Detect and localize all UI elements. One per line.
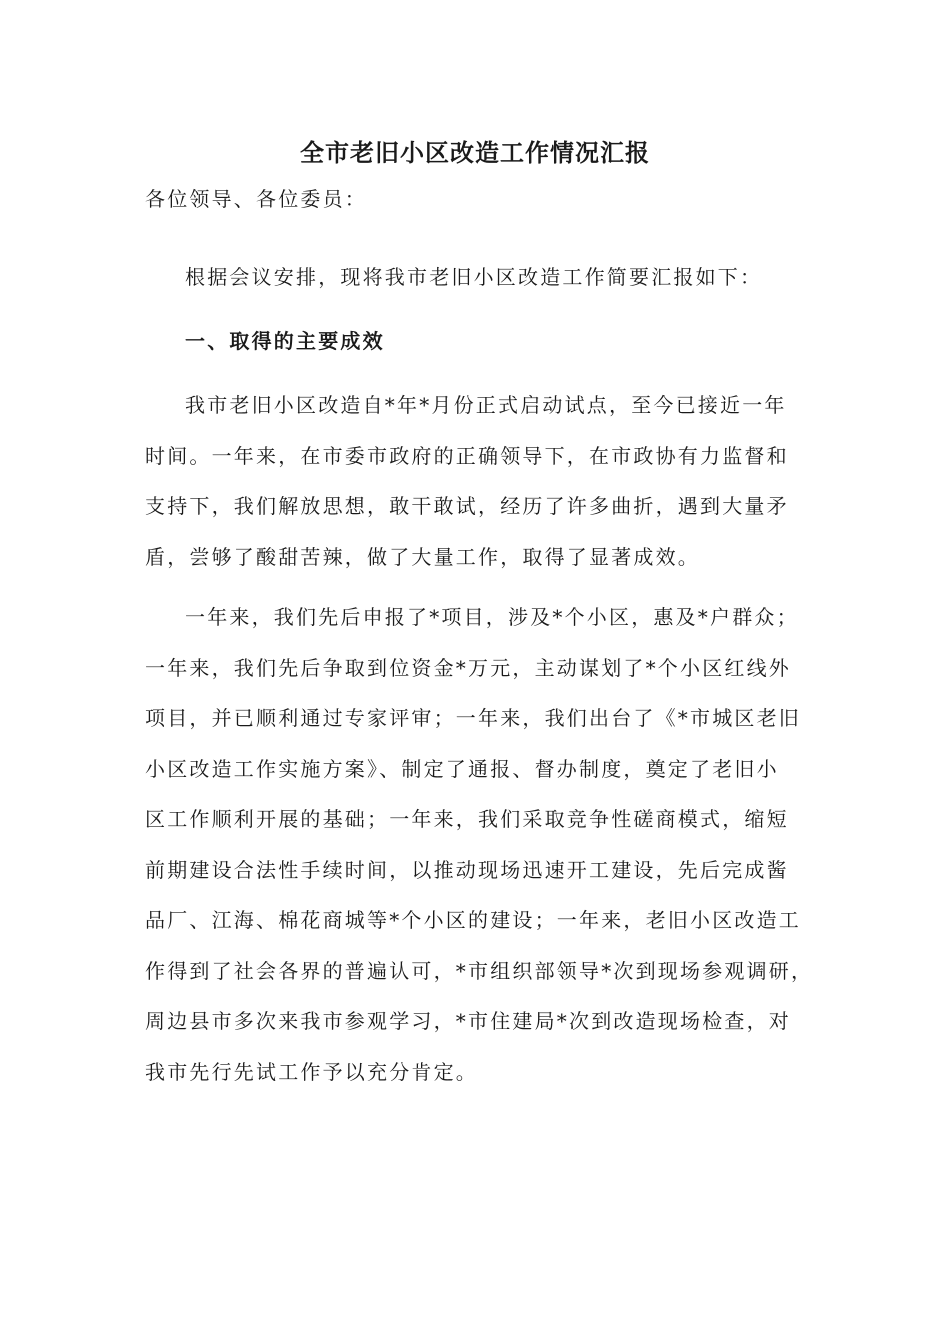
paragraph-achievements-detail [145,592,825,1097]
paragraph-achievements-overview [145,380,825,582]
paragraph-line: 我市先行先试工作予以充分肯定。 [145,1059,478,1084]
paragraph-line: 前期建设合法性手续时间，以推动现场迅速开工建设，先后完成酱 [145,857,789,882]
section-heading: 一、取得的主要成效 [185,329,385,353]
paragraph-line: 品厂、江海、棉花商城等*个小区的建设；一年来，老旧小区改造工 [145,908,801,932]
paragraph-line: 盾，尝够了酸甜苦辣，做了大量工作，取得了显著成效。 [145,544,700,569]
paragraph-line: 一年来，我们先后申报了*项目，涉及*个小区，惠及*户群众； [185,605,799,629]
paragraph-line: 时间。一年来，在市委市政府的正确领导下，在市政协有力监督和 [145,443,789,468]
paragraph-line: 我市老旧小区改造自*年*月份正式启动试点，至今已接近一年 [185,393,787,417]
salutation: 各位领导、各位委员： [145,187,367,211]
paragraph-line: 一年来，我们先后争取到位资金*万元，主动谋划了*个小区红线外 [145,655,791,680]
paragraph-line: 区工作顺利开展的基础；一年来，我们采取竞争性磋商模式，缩短 [145,807,789,831]
paragraph-line: 作得到了社会各界的普遍认可，*市组织部领导*次到现场参观调研， [145,958,814,983]
intro-paragraph: 根据会议安排，现将我市老旧小区改造工作简要汇报如下： [185,265,763,289]
paragraph-line: 项目，并已顺利通过专家评审；一年来，我们出台了《*市城区老旧 [145,706,801,730]
paragraph-line: 小区改造工作实施方案》、制定了通报、督办制度，奠定了老旧小 [145,756,779,781]
document-title: 全市老旧小区改造工作情况汇报 [300,138,650,167]
paragraph-line: 周边县市多次来我市参观学习，*市住建局*次到改造现场检查，对 [145,1009,791,1033]
paragraph-line: 支持下，我们解放思想，敢干敢试，经历了许多曲折，遇到大量矛 [145,494,789,518]
